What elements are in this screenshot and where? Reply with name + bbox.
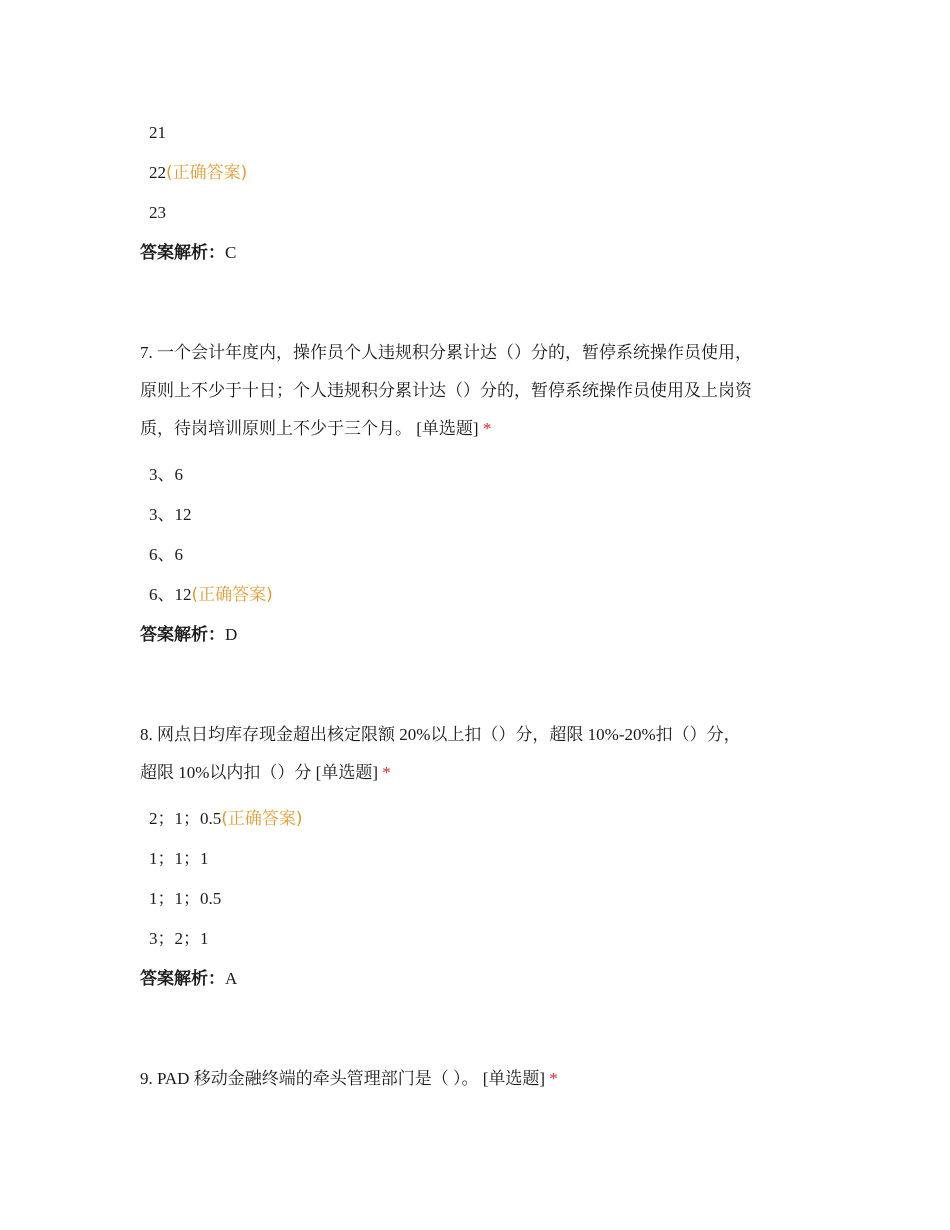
q8-title-line-2 — [140, 761, 391, 785]
q8-title-line-1: 8. 网点日均库存现金超出核定限额 20%以上扣（）分，超限 10%-20%扣（）分， — [140, 725, 741, 744]
q9-title-line-1 — [140, 1067, 558, 1091]
question-text: 质，待岗培训原则上不少于三个月。 [单选题] — [140, 419, 479, 438]
option-text: 1；1；0.5 — [149, 889, 222, 908]
q8-option-2[interactable] — [149, 848, 209, 870]
q7-analysis — [140, 624, 237, 646]
q7-title-line-3 — [140, 417, 491, 441]
q8-analysis — [140, 968, 237, 990]
option-text: 1；1；1 — [149, 849, 209, 868]
q7-option-4[interactable] — [149, 584, 273, 606]
option-text: 3、6 — [149, 465, 183, 484]
required-mark: * — [549, 1069, 558, 1088]
q6-analysis — [140, 242, 236, 264]
option-text: 23 — [149, 203, 166, 222]
q7-option-1[interactable] — [149, 464, 183, 486]
q6-option-3[interactable] — [149, 202, 166, 224]
analysis-label: 答案解析： — [140, 969, 225, 989]
correct-answer-tag: (正确答案) — [191, 585, 273, 605]
analysis-value: C — [225, 243, 237, 262]
q7-title-line-2: 原则上不少于十日；个人违规积分累计达（）分的，暂停系统操作员使用及上岗资 — [140, 381, 752, 400]
required-mark: * — [382, 763, 391, 782]
q6-option-1[interactable] — [149, 122, 166, 144]
q8-option-4[interactable] — [149, 928, 209, 950]
option-text: 21 — [149, 123, 166, 142]
analysis-label: 答案解析： — [140, 243, 225, 263]
q6-option-2[interactable] — [149, 162, 247, 184]
q8-option-3[interactable] — [149, 888, 221, 910]
question-text: 9. PAD 移动金融终端的牵头管理部门是（ ）。 [单选题] — [140, 1069, 546, 1088]
correct-answer-tag: (正确答案) — [221, 809, 303, 829]
q7-title-line-1: 7. 一个会计年度内，操作员个人违规积分累计达（）分的，暂停系统操作员使用， — [140, 343, 752, 362]
option-text: 22 — [149, 163, 166, 182]
question-text: 超限 10%以内扣（）分 [单选题] — [140, 763, 378, 782]
option-text: 3；2；1 — [149, 929, 209, 948]
q7-option-3[interactable] — [149, 544, 183, 566]
analysis-value: A — [225, 969, 238, 988]
analysis-label: 答案解析： — [140, 625, 225, 645]
q8-option-1[interactable] — [149, 808, 303, 830]
option-text: 6、6 — [149, 545, 183, 564]
analysis-value: D — [225, 625, 238, 644]
q7-option-2[interactable] — [149, 504, 192, 526]
required-mark: * — [482, 419, 492, 438]
option-text: 2；1；0.5 — [149, 809, 222, 828]
option-text: 6、12 — [149, 585, 192, 604]
option-text: 3、12 — [149, 505, 192, 524]
correct-answer-tag: (正确答案) — [166, 163, 248, 183]
